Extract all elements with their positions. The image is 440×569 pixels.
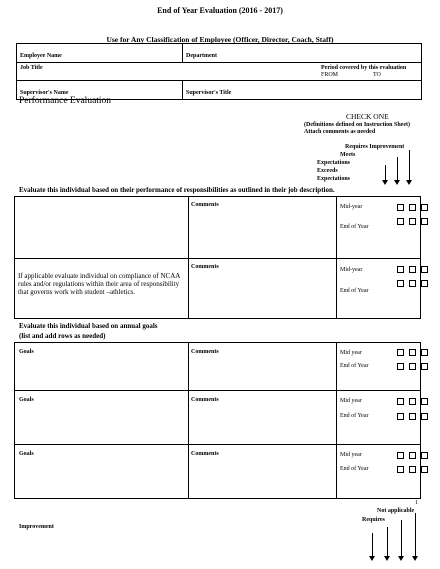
checkbox-group	[397, 266, 433, 273]
checkbox-group	[397, 363, 433, 370]
midyear-label: Mid year	[340, 398, 362, 404]
end-of-year-label: End of Year	[340, 413, 369, 419]
footer-improvement-label: Improvement	[19, 524, 54, 530]
table-row	[15, 197, 421, 259]
check-one-heading: CHECK ONE	[346, 112, 389, 121]
job-title-label: Job Title	[20, 65, 43, 71]
exceeds-label: Exceeds	[317, 168, 338, 174]
responsibilities-heading: Evaluate this individual based on their performance of responsibilities as outlined in their job description.	[19, 186, 335, 194]
checkbox[interactable]	[421, 398, 428, 405]
document-title: End of Year Evaluation (2016 - 2017)	[157, 6, 283, 15]
checkbox[interactable]	[409, 218, 416, 225]
checkbox-group	[397, 413, 433, 420]
table-row	[15, 391, 421, 445]
checkbox[interactable]	[397, 452, 404, 459]
checkbox[interactable]	[409, 266, 416, 273]
comments-label: Comments	[191, 349, 219, 355]
midyear-label: Mid year	[340, 452, 362, 458]
checkbox[interactable]	[421, 280, 428, 287]
checkbox[interactable]	[397, 218, 404, 225]
page-number: 1	[415, 500, 418, 506]
goals-label: Goals	[19, 397, 34, 403]
goals-table	[14, 342, 421, 499]
checkbox[interactable]	[397, 349, 404, 356]
document-subtitle: Use for Any Classification of Employee (Officer, Director, Coach, Staff)	[106, 35, 334, 44]
meets-arrow-icon	[387, 527, 388, 557]
checkbox-group	[397, 218, 433, 225]
checkbox[interactable]	[421, 452, 428, 459]
comments-label: Comments	[191, 397, 219, 403]
department-label: Department	[186, 53, 217, 59]
checkbox[interactable]	[409, 413, 416, 420]
midyear-label: Mid year	[340, 350, 362, 356]
employee-name-label: Employee Name	[20, 53, 62, 59]
to-label: TO	[373, 72, 381, 78]
exceeds-arrow-icon	[385, 165, 386, 181]
midyear-label: Mid-year	[340, 204, 363, 210]
checkbox[interactable]	[421, 266, 428, 273]
requires-label: Requires	[362, 517, 385, 523]
responsibilities-table	[14, 196, 421, 319]
checkbox[interactable]	[409, 363, 416, 370]
requires-improvement-arrow-icon	[409, 150, 410, 181]
checkbox[interactable]	[397, 266, 404, 273]
checkbox-group	[397, 466, 433, 473]
goals-label: Goals	[19, 451, 34, 457]
checkbox-group	[397, 204, 433, 211]
meets-label: Meets	[340, 152, 356, 158]
table-row	[15, 259, 421, 319]
table-row	[15, 343, 421, 391]
checkbox-group	[397, 398, 433, 405]
end-of-year-label: End of Year	[340, 466, 369, 472]
checkbox[interactable]	[397, 363, 404, 370]
expectations-label-2: Expectations	[317, 176, 350, 182]
checkbox[interactable]	[409, 349, 416, 356]
checkbox[interactable]	[397, 204, 404, 211]
checkbox-group	[397, 452, 433, 459]
checkbox[interactable]	[397, 466, 404, 473]
checkbox[interactable]	[421, 466, 428, 473]
check-one-attach: Attach comments as needed	[304, 129, 376, 135]
not-applicable-label: Not applicable	[377, 508, 415, 514]
requires-improvement-label: Requires Improvement	[345, 144, 405, 150]
not-applicable-arrow-icon	[415, 513, 416, 557]
expectations-label-1: Expectations	[317, 160, 350, 166]
employee-info-table	[16, 43, 422, 100]
responsibility-description[interactable]	[15, 197, 188, 203]
end-of-year-label: End of Year	[340, 288, 369, 294]
checkbox[interactable]	[409, 452, 416, 459]
table-row	[15, 445, 421, 499]
period-label: Period covered by this evaluation	[321, 65, 407, 71]
checkbox[interactable]	[421, 218, 428, 225]
checkbox[interactable]	[397, 413, 404, 420]
checkbox[interactable]	[421, 349, 428, 356]
checkbox-group	[397, 349, 433, 356]
goals-subheading: (list and add rows as needed)	[19, 332, 106, 340]
meets-arrow-icon	[397, 157, 398, 181]
checkbox[interactable]	[409, 398, 416, 405]
checkbox[interactable]	[421, 413, 428, 420]
check-one-definitions: (Definitions defined on Instruction Sheet)	[304, 122, 411, 128]
checkbox[interactable]	[409, 466, 416, 473]
checkbox[interactable]	[397, 280, 404, 287]
checkbox[interactable]	[421, 363, 428, 370]
requires-improvement-arrow-icon	[372, 533, 373, 557]
end-of-year-label: End of Year	[340, 224, 369, 230]
checkbox-group	[397, 280, 433, 287]
goals-heading: Evaluate this individual based on annual goals	[19, 322, 158, 330]
ncaa-compliance-text: If applicable evaluate individual on compliance of NCAA rules and/or regulations within their area of responsibility that governs work with student –athletics.	[18, 272, 180, 296]
comments-label: Comments	[191, 264, 219, 270]
checkbox[interactable]	[409, 204, 416, 211]
from-label: FROM	[321, 72, 339, 78]
midyear-label: Mid-year	[340, 267, 363, 273]
checkbox[interactable]	[397, 398, 404, 405]
supervisor-name-label: Supervisor's Name	[20, 90, 69, 96]
checkbox[interactable]	[421, 204, 428, 211]
comments-label: Comments	[191, 202, 219, 208]
comments-label: Comments	[191, 451, 219, 457]
exceeds-arrow-icon	[401, 520, 402, 557]
goals-label: Goals	[19, 349, 34, 355]
supervisor-title-label: Supervisor's Title	[186, 90, 232, 96]
end-of-year-label: End of Year	[340, 363, 369, 369]
section-title: Performance Evaluation	[19, 96, 112, 106]
checkbox[interactable]	[409, 280, 416, 287]
